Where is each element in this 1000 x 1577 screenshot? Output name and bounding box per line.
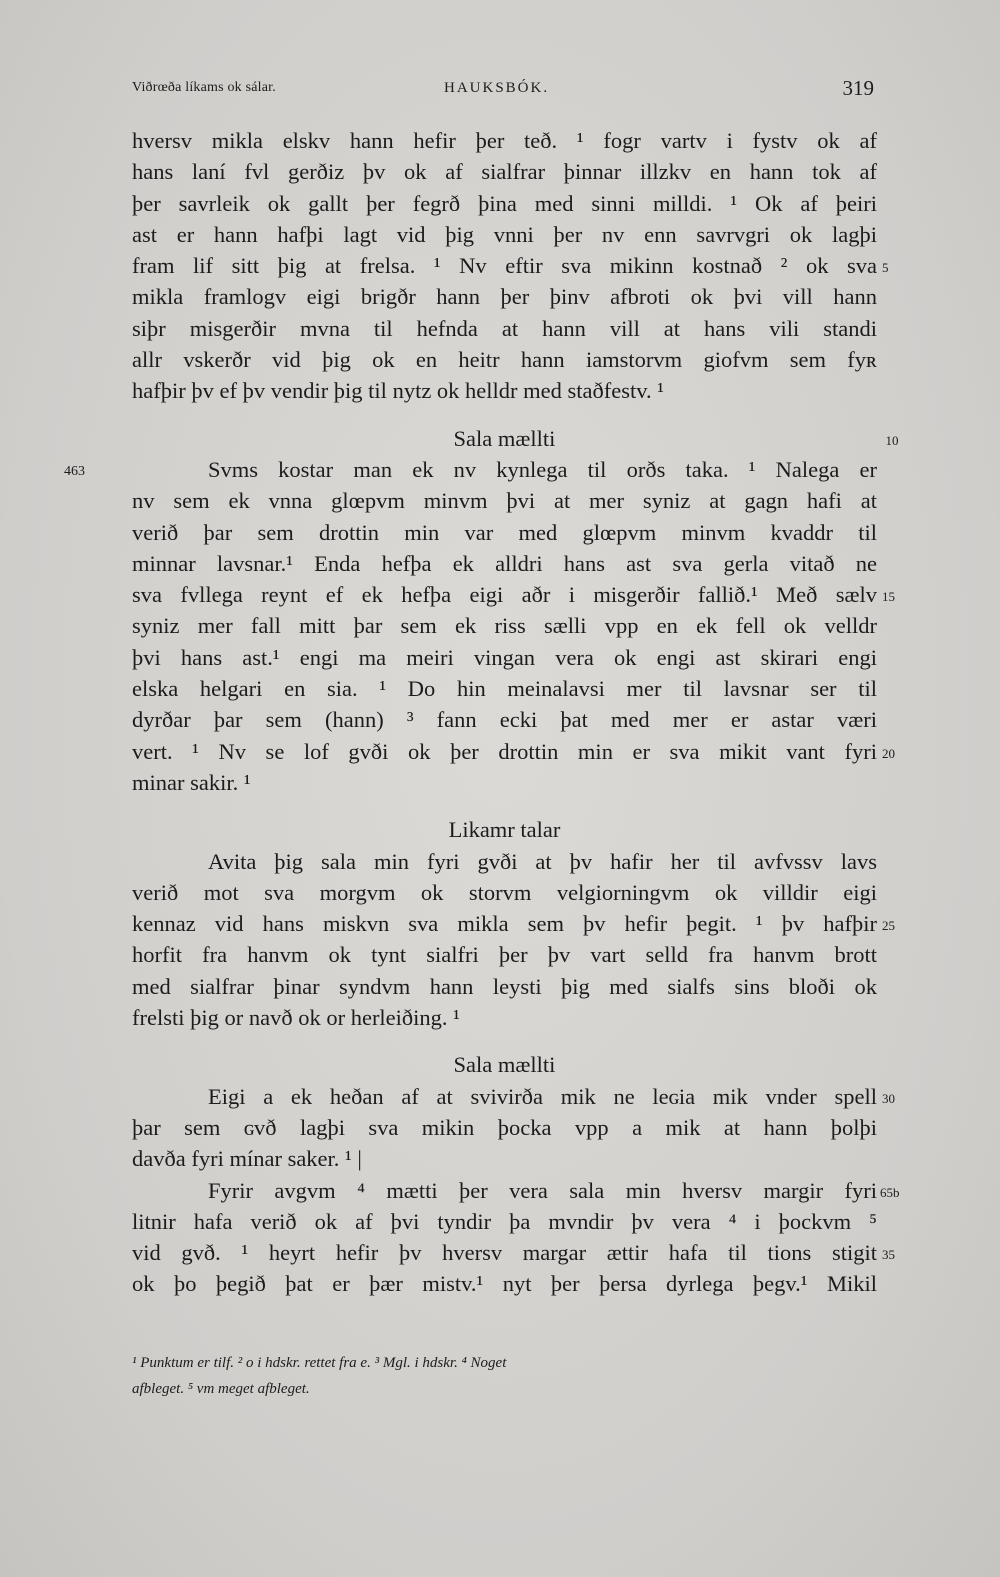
text-line <box>132 517 877 548</box>
marginal-page-ref: 463 <box>64 463 85 479</box>
line-text: hafþir þv ef þv vendir þig til nytz ok helldr med staðfestv. ¹ <box>132 378 665 404</box>
line-text: vert. ¹ Nv se lof gvði ok þer drottin min er sva mikit vant fyri <box>132 738 877 764</box>
header-section-title: Viðrœða líkams ok sálar. <box>132 80 276 95</box>
line-text: Fyrir avgvm ⁴ mætti þer vera sala min hversv margir fyri <box>208 1177 877 1203</box>
text-line <box>132 156 877 187</box>
running-header <box>132 76 874 106</box>
line-text: med sialfrar þinar syndvm hann leysti þig med sialfs sins bloði ok <box>132 973 877 999</box>
text-line <box>132 219 877 250</box>
line-number: 20 <box>882 745 895 761</box>
line-text: siþr misgerðir mvna til hefnda at hann vill at hans vili standi <box>132 315 877 341</box>
text-line <box>132 188 877 219</box>
text-line <box>132 642 877 673</box>
line-text: ast er hann hafþi lagt vid þig vnni þer nv enn savrvgri ok lagþi <box>132 221 877 247</box>
text-line <box>132 313 877 344</box>
line-text: nv sem ek vnna glœpvm minvm þvi at mer syniz at gagn hafi at <box>132 488 877 514</box>
line-text: davða fyri mínar saker. ¹ | <box>132 1146 362 1172</box>
footnote-line: afbleget. ⁵ vm meget afbleget. <box>132 1381 310 1397</box>
line-number: 65b <box>880 1184 900 1200</box>
text-line <box>132 281 877 312</box>
text-line <box>132 610 877 641</box>
line-number: 30 <box>882 1090 895 1106</box>
line-text: elska helgari en sia. ¹ Do hin meinalavsi mer til lavsnar ser til <box>132 676 877 702</box>
line-text: verið mot sva morgvm ok storvm velgiorningvm ok villdir eigi <box>132 879 877 905</box>
line-text: Svms kostar man ek nv kynlega til orðs taka. ¹ Nalega er <box>208 456 877 482</box>
text-line <box>132 250 889 281</box>
page-number: 319 <box>842 76 874 100</box>
text-line <box>132 1002 877 1033</box>
line-text: minar sakir. ¹ <box>132 769 251 795</box>
text-line <box>132 1175 900 1206</box>
section-heading <box>132 1049 877 1080</box>
text-line <box>132 704 877 735</box>
line-text: frelsti þig or navð ok or herleiðing. ¹ <box>132 1005 460 1031</box>
line-number: 25 <box>882 918 895 934</box>
line-text: þar sem ɢvð lagþi sva mikin þocka vpp a mik at hann þolþi <box>132 1114 877 1140</box>
text-line <box>132 971 877 1002</box>
text-line <box>132 767 877 798</box>
line-number: 10 <box>885 432 899 448</box>
line-number: 5 <box>882 260 889 276</box>
line-text: Avita þig sala min fyri gvði at þv hafir her til avfvssv lavs <box>208 848 877 874</box>
line-text: Sala mællti <box>453 425 556 451</box>
line-text: Eigi a ek heðan af at svivirða mik ne leɢia mik vnder spell <box>208 1083 877 1109</box>
text-line <box>132 485 877 516</box>
line-text: minnar lavsnar.¹ Enda hefþa ek alldri hans ast sva gerla vitað ne <box>132 550 877 576</box>
line-text: verið þar sem drottin min var med glœpvm minvm kvaddr til <box>132 519 877 545</box>
line-text: sva fvllega reynt ef ek hefþa eigi aðr i misgerðir fallið.¹ Með sælv <box>132 582 877 608</box>
line-text: fram lif sitt þig at frelsa. ¹ Nv eftir sva mikinn kostnað ² ok sva <box>132 253 877 279</box>
section-heading <box>132 423 899 454</box>
text-line <box>132 846 877 877</box>
line-number: 15 <box>882 589 895 605</box>
line-text: litnir hafa verið ok af þvi tyndir þa mvndir þv vera ⁴ i þockvm ⁵ <box>132 1208 877 1234</box>
line-text: þvi hans ast.¹ engi ma meiri vingan vera ok engi ast skirari engi <box>132 644 877 670</box>
line-number: 35 <box>882 1247 895 1263</box>
text-line <box>132 344 877 375</box>
line-text: allr vskerðr vid þig ok en heitr hann iamstorvm giofvm sem fyʀ <box>132 347 877 373</box>
text-line <box>132 1081 895 1112</box>
text-line <box>64 454 877 485</box>
line-text: dyrðar þar sem (hann) ³ fann ecki þat med mer er astar væri <box>132 707 877 733</box>
text-line <box>132 548 877 579</box>
line-text: hans laní fvl gerðiz þv ok af sialfrar þinnar illzkv en hann tok af <box>132 159 877 185</box>
text-line <box>132 1206 877 1237</box>
line-text: þer savrleik ok gallt þer fegrð þina med sinni milldi. ¹ Ok af þeiri <box>132 190 877 216</box>
text-line <box>132 125 877 156</box>
line-text: syniz mer fall mitt þar sem ek riss sælli vpp en ek fell ok velldr <box>132 613 877 639</box>
text-line <box>132 908 895 939</box>
line-text: hversv mikla elskv hann hefir þer teð. ¹ fogr vartv i fystv ok af <box>132 128 877 153</box>
line-text: horfit fra hanvm ok tynt sialfri þer þv vart selld fra hanvm brott <box>132 942 877 968</box>
text-line <box>132 1143 877 1174</box>
line-text: Sala mællti <box>453 1052 556 1078</box>
text-line <box>132 673 877 704</box>
section-heading <box>132 814 877 845</box>
header-book-title: HAUKSBÓK. <box>444 80 550 96</box>
text-line <box>132 1112 877 1143</box>
text-line <box>132 877 877 908</box>
line-text: kennaz vid hans miskvn sva mikla sem þv hefir þegit. ¹ þv hafþir <box>132 911 877 937</box>
text-line <box>132 579 895 610</box>
line-text: mikla framlogv eigi brigðr hann þer þinv afbroti ok þvi vill hann <box>132 284 877 310</box>
footnote-line: ¹ Punktum er tilf. ² o i hdskr. rettet fra e. ³ Mgl. i hdskr. ⁴ Noget <box>132 1355 507 1371</box>
text-line <box>132 375 877 406</box>
line-text: ok þo þegið þat er þær mistv.¹ nyt þer þersa dyrlega þegv.¹ Mikil <box>132 1271 877 1297</box>
text-line <box>132 1268 877 1299</box>
text-line <box>132 1237 895 1268</box>
main-text <box>64 125 900 1300</box>
text-line <box>132 736 895 767</box>
line-text: Likamr talar <box>448 817 561 843</box>
text-line <box>132 939 877 970</box>
footnotes <box>132 1350 877 1402</box>
line-text: vid gvð. ¹ heyrt hefir þv hversv margar ættir hafa til tions stigit <box>132 1240 877 1266</box>
